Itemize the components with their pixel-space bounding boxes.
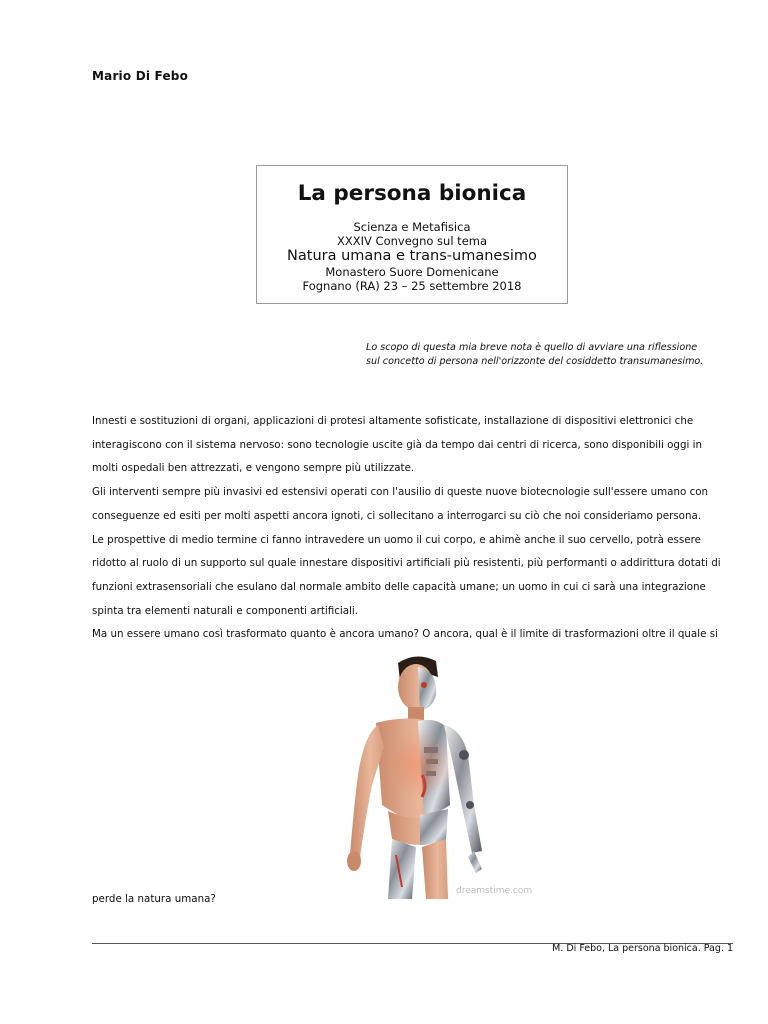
page-footer: M. Di Febo, La persona bionica. Pag. 1 (552, 943, 733, 954)
body-line: interagiscono con il sistema nervoso: sono tecnologie uscite già da tempo dai centri di ricerca, sono disponibili oggi in (92, 438, 703, 451)
subtitle-line: Scienza e Metafisica (353, 220, 471, 234)
date-line: Fognano (RA) 23 – 25 settembre 2018 (302, 279, 522, 293)
body-line: Innesti e sostituzioni di organi, applicazioni di protesi altamente sofisticate, installazione di dispositivi elettronici che (92, 415, 694, 427)
title-box (256, 165, 568, 304)
closing-line: perde la natura umana? (92, 893, 216, 905)
subtitle-line: XXXIV Convegno sul tema (336, 234, 488, 248)
body-line: Le prospettive di medio termine ci fanno intravedere un uomo il cui corpo, e ahimè anche il suo cervello, potrà essere (92, 533, 701, 546)
body-line: ridotto al ruolo di un supporto sul quale innestare dispositivi artificiali più resistenti, più performanti o addirittura dotati di (92, 557, 721, 570)
bionic-man-icon (336, 655, 532, 899)
body-line: spinta tra elementi naturali e componenti artificiali. (92, 604, 359, 617)
venue-line: Monastero Suore Domenicane (325, 265, 499, 279)
body-line: funzioni extrasensoriali che esulano dal normale ambito delle capacità umane; un uomo in cui ci sarà una integrazione (92, 580, 706, 593)
body-line: Ma un essere umano così trasformato quanto è ancora umano? O ancora, qual è il limite di trasformazioni oltre il quale si (92, 628, 718, 641)
epigraph (366, 341, 738, 369)
author-name: Mario Di Febo (92, 69, 189, 83)
body-text (92, 410, 732, 647)
body-line: conseguenze ed esiti per molti aspetti ancora ignoti, ci sollecitano a interrogarci su ciò che noi consideriamo persona. (92, 509, 702, 522)
conference-theme: Natura umana e trans-umanesimo (287, 248, 537, 264)
document-title: La persona bionica (297, 181, 527, 206)
body-line: Gli interventi sempre più invasivi ed estensivi operati con l'ausilio di queste nuove biotecnologie sull'essere umano con (92, 486, 709, 499)
bionic-man-illustration (336, 655, 532, 899)
body-line: molti ospedali ben attrezzati, e vengono sempre più utilizzate. (92, 462, 415, 475)
epigraph-line: Lo scopo di questa mia breve nota è quello di avviare una riflessione (366, 342, 698, 353)
watermark-text: dreamstime.com (456, 886, 532, 896)
epigraph-line: sul concetto di persona nell'orizzonte del cosiddetto transumanesimo. (366, 356, 704, 367)
